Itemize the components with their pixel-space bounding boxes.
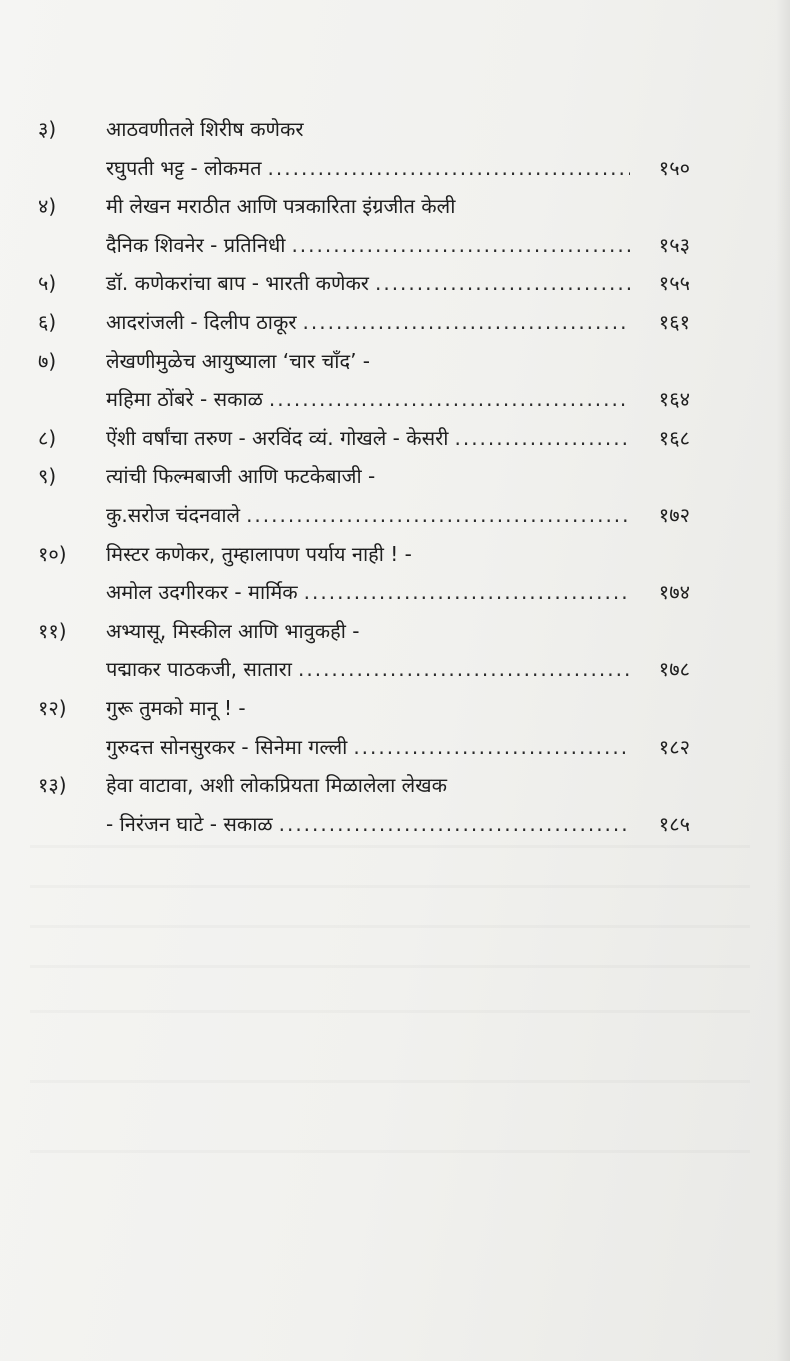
dot-leader xyxy=(303,303,630,342)
entry-number: ६) xyxy=(38,309,57,334)
page-number: १५५ xyxy=(658,271,690,296)
entry-title: आदरांजली - दिलीप ठाकूर xyxy=(106,309,297,334)
entry-number: १०) xyxy=(38,541,67,566)
entry-title: मिस्टर कणेकर, तुम्हालापण पर्याय नाही ! - xyxy=(106,541,412,566)
entry-title: लेखणीमुळेच आयुष्याला ‘चार चाँद’ - xyxy=(106,348,371,373)
show-through-text xyxy=(30,965,750,968)
dot-leader xyxy=(375,264,630,303)
entry-title: आठवणीतले शिरीष कणेकर xyxy=(106,117,304,141)
toc-source-line xyxy=(38,380,690,419)
page-number: १५३ xyxy=(658,232,690,257)
show-through-text xyxy=(30,1080,750,1083)
entry-source: गुरुदत्त सोनसुरकर - सिनेमा गल्ली xyxy=(106,734,348,759)
toc-title-line xyxy=(38,457,690,496)
toc-entry xyxy=(38,110,690,187)
entry-source: दैनिक शिवनेर - प्रतिनिधी xyxy=(106,232,286,257)
toc-title-line xyxy=(38,419,690,458)
page-number: १६४ xyxy=(658,387,690,412)
dot-leader xyxy=(269,380,630,419)
entry-source: पद्माकर पाठकजी, सातारा xyxy=(106,657,292,682)
dot-leader xyxy=(268,149,630,188)
dot-leader xyxy=(353,728,630,767)
page-edge-shadow xyxy=(776,0,790,1361)
entry-number: १३) xyxy=(38,773,67,798)
toc-entry xyxy=(38,342,690,419)
entry-number: ८) xyxy=(38,425,57,450)
dot-leader xyxy=(454,419,630,458)
toc-entry xyxy=(38,612,690,689)
entry-number: ११) xyxy=(38,618,67,643)
show-through-text xyxy=(30,1150,750,1153)
toc-entry xyxy=(38,535,690,612)
toc-title-line xyxy=(38,342,690,381)
show-through-text xyxy=(30,845,750,848)
entry-source: महिमा ठोंबरे - सकाळ xyxy=(106,387,263,412)
page-number: १८२ xyxy=(658,734,690,759)
entry-source: - निरंजन घाटे - सकाळ xyxy=(106,811,273,836)
toc-entry xyxy=(38,457,690,534)
toc-title-line xyxy=(38,187,690,226)
page-number: १७४ xyxy=(658,580,690,605)
page-number: १५० xyxy=(658,155,690,180)
entry-title: अभ्यासू, मिस्कील आणि भावुकही - xyxy=(106,618,360,643)
entry-number: ५) xyxy=(38,271,57,296)
show-through-text xyxy=(30,1010,750,1013)
entry-title: त्यांची फिल्मबाजी आणि फटकेबाजी - xyxy=(106,464,376,489)
entry-number: १२) xyxy=(38,695,67,720)
toc-entry xyxy=(38,187,690,264)
toc-source-line xyxy=(38,226,690,265)
dot-leader xyxy=(304,573,630,612)
table-of-contents xyxy=(38,110,690,843)
toc-source-line xyxy=(38,573,690,612)
entry-title: डॉ. कणेकरांचा बाप - भारती कणेकर xyxy=(106,271,369,296)
toc-source-line xyxy=(38,728,690,767)
entry-source: रघुपती भट्ट - लोकमत xyxy=(106,155,262,180)
page-number: १७८ xyxy=(658,657,690,682)
show-through-text xyxy=(30,925,750,928)
toc-source-line xyxy=(38,496,690,535)
entry-title: गुरू तुमको मानू ! - xyxy=(106,695,246,720)
dot-leader xyxy=(291,226,630,265)
entry-title: हेवा वाटावा, अशी लोकप्रियता मिळालेला लेखक xyxy=(106,773,447,798)
dot-leader xyxy=(246,496,630,535)
toc-title-line xyxy=(38,612,690,651)
toc-title-line xyxy=(38,110,690,149)
toc-title-line xyxy=(38,689,690,728)
dot-leader xyxy=(279,805,630,844)
entry-source: कु.सरोज चंदनवाले xyxy=(106,502,241,527)
show-through-text xyxy=(30,885,750,888)
entry-number: ४) xyxy=(38,194,57,219)
toc-source-line xyxy=(38,149,690,188)
toc-title-line xyxy=(38,303,690,342)
entry-title: ऐंशी वर्षांचा तरुण - अरविंद व्यं. गोखले - केसरी xyxy=(106,425,449,450)
toc-entry xyxy=(38,689,690,766)
toc-entry xyxy=(38,303,690,342)
toc-title-line xyxy=(38,535,690,574)
toc-entry xyxy=(38,766,690,843)
entry-title: मी लेखन मराठीत आणि पत्रकारिता इंग्रजीत केली xyxy=(106,194,456,219)
page-number: १७२ xyxy=(658,502,690,527)
toc-title-line xyxy=(38,766,690,805)
page-number: १६१ xyxy=(658,309,690,334)
entry-source: अमोल उदगीरकर - मार्मिक xyxy=(106,580,298,605)
entry-number: ९) xyxy=(38,464,57,489)
entry-number: ३) xyxy=(38,117,57,141)
dot-leader xyxy=(298,650,630,689)
toc-source-line xyxy=(38,805,690,844)
toc-title-line xyxy=(38,264,690,303)
entry-number: ७) xyxy=(38,348,57,373)
toc-source-line xyxy=(38,650,690,689)
toc-entry xyxy=(38,264,690,303)
page-number: १६८ xyxy=(658,425,690,450)
page-number: १८५ xyxy=(658,811,690,836)
toc-entry xyxy=(38,419,690,458)
